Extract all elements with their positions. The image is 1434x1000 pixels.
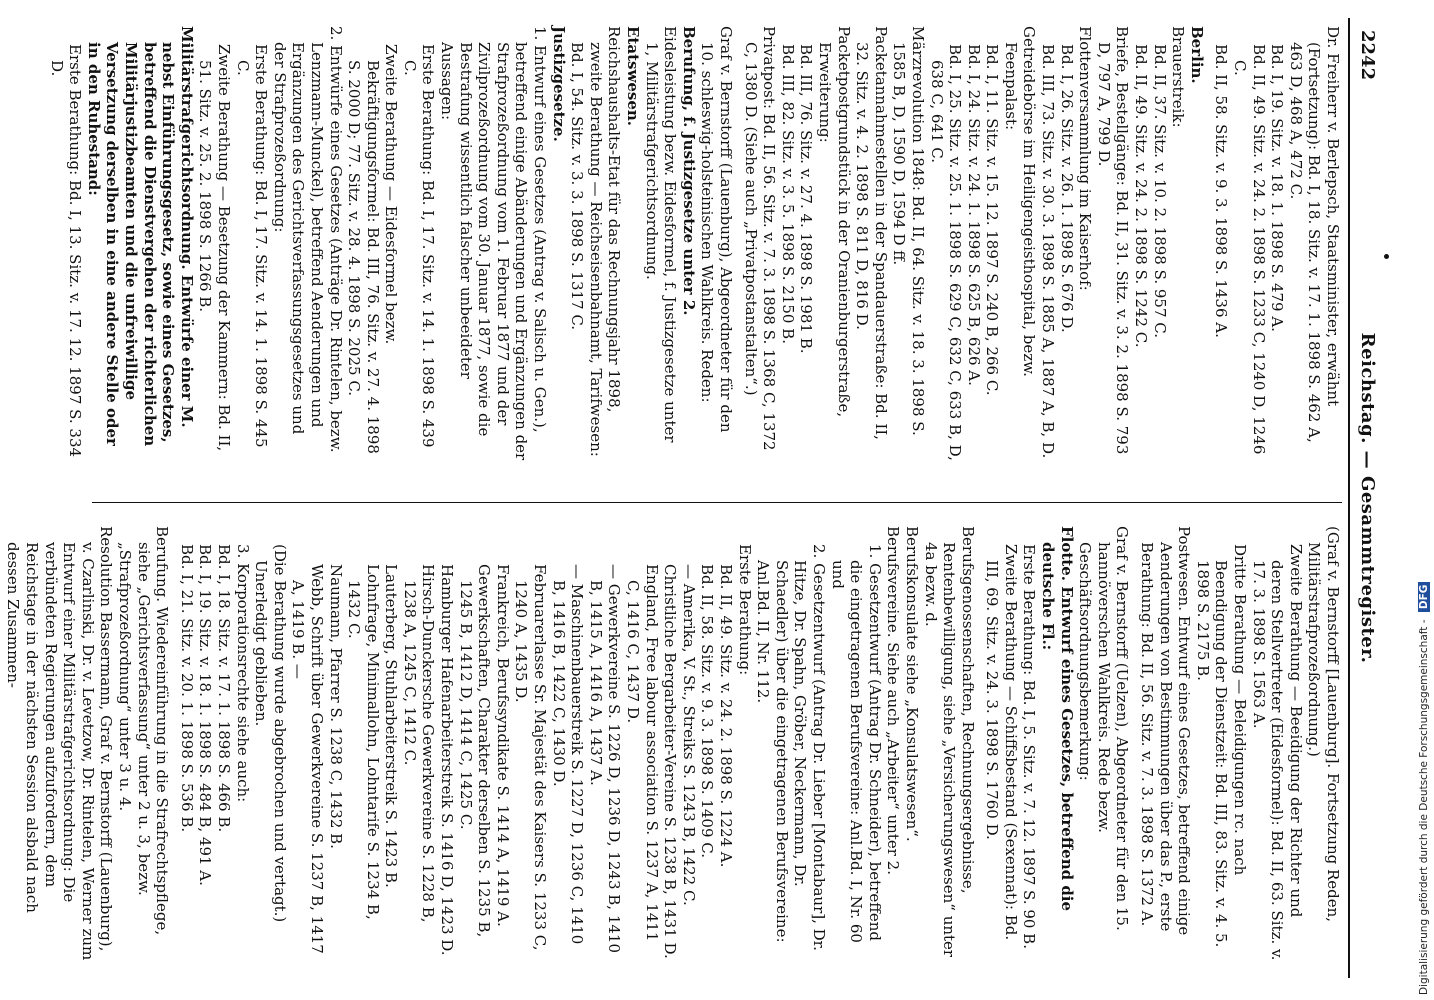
right-column (4, 526, 1342, 961)
index-entry: Reichshaushalts-Etat für das Rechnungsjahr 1898, zweite Berathung — Reichseisenbahnamt, Tarifwesen: Bd. I, 54. Sitz. v. 3. 3. 1898 S. 1317 C. (568, 26, 624, 457)
index-entry: 1. Gesetzentwurf (Antrag Dr. Schneider), betreffend die eingetragenen Berufsvereine: Anl.Bd. I, Nr. 60 und (828, 544, 884, 943)
index-entry: — Gewerkvereine S. 1226 D, 1236 D, 1243 B, 1410 B, 1415 A, 1416 A, 1437 A. (586, 564, 624, 953)
index-entry: Dritte Berathung — Beleidigungen rc. nach Beendigung der Dienstzeit: Bd. III, 83. Sitz. v. 4. 5. 1898 S. 2175 B. (1193, 544, 1250, 948)
index-entry: Bd. I, 26. Sitz. v. 26. 1. 1898 S. 676 D. (1057, 44, 1076, 333)
index-entry: Bd. I, 21. Sitz. v. 20. 1. 1898 S. 536 B. (177, 544, 196, 833)
index-entry: — Maschinenbauerstreik S. 1227 D, 1236 C, 1410 B, 1416 B, 1422 C, 1430 D. (549, 564, 587, 945)
index-entry: (Graf v. Bernstorff [Lauenburg]. Fortsetzung Reden, Militärstrafprozeßordnung.) (1305, 526, 1342, 923)
index-entry: Resolution Bassermann, Graf v. Bernstorff (Lauenburg), v. Czarlinski, Dr. v. Levetzow, Dr. Rintelen, Werner zum Entwurf einer Militärstrafgerichtsordnung: Die verbündeten Regierungen aufzufordern, dem Reichstage in der nächsten Session alsbald nach dessen Zusammen- (4, 526, 116, 961)
index-entry: Berufung. Wiedereinführung in die Strafrechtspflege, siehe „Gerichtsverfassung“ unter 2 u. 3, bezw. „Strafprozeßordnung“ unter 3 u. 4. (116, 526, 172, 936)
index-entry: Bd. III, 73. Sitz. v. 30. 3. 1898 S. 1885 A, 1887 A, B, D. (1039, 44, 1058, 459)
digitization-note (1418, 0, 1430, 995)
index-entry: Märzrevolution 1848: Bd. II, 64. Sitz. v. 18. 3. 1898 S. 1585 B, D, 1590 D, 1594 D ff. (890, 26, 927, 436)
rotated-page (4, 18, 1380, 978)
index-entry: Bd. II, 49. Sitz. v. 24. 2. 1898 S. 1224 A. (717, 564, 735, 868)
page-header (1350, 18, 1380, 978)
index-entry: Webb, Schrift über Gewerkvereine S. 1237 B, 1417 A, 1419 B. — (289, 564, 326, 954)
running-head: Reichstag. — Gesammtregister. (1357, 332, 1378, 664)
index-entry: Bd. II, 49. Sitz. v. 24. 2. 1898 S. 1242 C. (1132, 44, 1151, 348)
index-entry: 2. Gesetzentwurf (Antrag Dr. Lieber [Montabaur], Dr. Hitze, Dr. Spahn, Gröber, Neckermann, Dr. Schaedler) über die eingetragenen Berufsvereine: Anl.Bd. II, Nr. 112. (754, 544, 828, 951)
index-entry: Bd. I, 11. Sitz. v. 15. 12. 1897 S. 240 B, 266 C. (983, 44, 1002, 396)
column-divider (92, 502, 1342, 503)
index-entry: Zweite Berathung — Eidesformel bezw. Bekräftigungsformel: Bd. III, 76. Sitz. v. 27. 4. 1898 S. 2000 D; 77. Sitz. v. 28. 4. 1898 S. 2025 C. (345, 44, 401, 454)
index-entry: Flotte. Entwurf eines Gesetzes, betreffend die deutsche Fl.: (1039, 526, 1076, 912)
header-rule (1348, 18, 1350, 978)
dfg-logo: DFG (1418, 582, 1430, 613)
index-entry: Bd. I, 18. Sitz. v. 17. 1. 1898 S. 466 B. (214, 544, 233, 833)
index-entry: Lohnfrage, Minimallohn, Lohntarife S. 1234 B, 1432 C. (345, 564, 382, 920)
index-entry: Graf v. Bernstorff (Uelzen), Abgeordneter für den 15. hannöverschen Wahlkreis. Rede bezw. Geschäftsordnungsbemerkung: (1076, 526, 1132, 931)
page-number: 2242 (1357, 30, 1378, 81)
index-entry: Bd. I, 19. Sitz. v. 18. 1. 1898 S. 479 A. (1268, 44, 1287, 332)
left-column (47, 26, 1342, 461)
index-entry: Gewerkschaften, Charakter derselben S. 1235 B, 1245 B, 1412 D, 1414 C, 1425 C. (456, 564, 494, 938)
index-entry: Februarerlasse Sr. Majestät des Kaisers S. 1233 C, 1240 A, 1435 D. (512, 564, 550, 951)
index-entry: Hirsch-Dunckersche Gewerkvereine S. 1228 B, 1238 A, 1245 C, 1412 C. (400, 564, 438, 923)
index-entry: 1. Entwurf eines Gesetzes (Antrag v. Salisch u. Gen.), betreffend einige Abänderungen und Ergänzungen der Strafprozeßordnung vom 1. Februar 1877 und der Zivilprozeßordnung vom 30. Januar 1877, sowie die Bestrafung wissentlich falscher unbeeideter Aussagen: (438, 26, 550, 461)
index-entry: Packetpostgrundstück in der Oranienburgerstraße, Erweiterung: (815, 26, 853, 418)
index-heading: Etatswesen. (624, 26, 643, 127)
index-entry: 2. Entwürfe eines Gesetzes (Anträge Dr. Rintelen, bezw. Lenzmann-Munckel), betreffend Aenderungen und Ergänzungen des Gerichtsverfassungsgesetzes und der Strafprozeßordnung: (270, 26, 345, 453)
index-entry: Berufsgenossenschaften, Rechnungsergebnisse, Rentenbewilligung, siehe „Versicherungswesen“ unter 4a bezw. d. (921, 526, 977, 958)
index-entry: Bd. I, 19. Sitz. v. 18. 1. 1898 S. 484 B, 491 A. (196, 544, 215, 886)
index-entry: Berufskonsulate siehe „Konsulatswesen“. (902, 526, 921, 842)
index-heading: Justizgesetze. (549, 26, 568, 142)
index-entry: Frankreich, Berufssyndikate S. 1414 A, 1419 A. (493, 564, 512, 927)
digitization-note-text: Digitalisierung gefördert durch die Deutsche Forschungsgemeinschaft - (1418, 619, 1430, 995)
index-entry: Zweite Berathung — Beeidigung der Richter und deren Stellvertreter (Eidesformel): Bd. II, 63. Sitz. v. 17. 3. 1898 S. 1563 A. (1249, 544, 1305, 961)
index-entry: Hamburger Hafenarbeiterstreik S. 1416 D, 1423 D. (438, 564, 457, 956)
index-entry: — Amerika, V. St., Streiks S. 1243 B, 1422 C. (679, 564, 698, 906)
index-heading: Berlin. (1187, 26, 1206, 84)
index-entry: Christliche Bergarbeiter-Vereine S. 1238 B, 1431 D. (661, 564, 680, 959)
index-entry: Dr. Freiherr v. Berlepsch, Staatsminister, erwähnt (Fortsetzung): Bd. I, 18. Sitz. v. 17. 1. 1898 S. 462 A, 463 D, 468 A, 472 C. (1286, 26, 1342, 443)
index-entry: Bd. III, 82. Sitz. v. 3. 5. 1898 S. 2150 B. (778, 44, 797, 344)
index-entry: Bd. II, 37. Sitz. v. 10. 2. 1898 S. 957 C. (1150, 44, 1169, 338)
index-entry: Erste Berathung: Bd. I, 13. Sitz. v. 17. 12. 1897 S. 334 D. (47, 44, 85, 458)
index-entry: Erste Berathung: Bd. I, 5. Sitz. v. 7. 12. 1897 S. 90 B. (1020, 544, 1039, 949)
index-entry: (Die Berathung wurde abgebrochen und vertagt.) Unerledigt geblieben. (252, 544, 289, 923)
index-entry: Lauterberg, Stuhlarbeiterstreik S. 1423 B. (382, 564, 401, 888)
index-entry: Brauerstreik: (1169, 26, 1188, 128)
index-entry: Getreidebörse im Heiligengeisthospital, bezw. Feenpalast: (1001, 26, 1039, 377)
index-entry: Bd. I, 25. Sitz. v. 25. 1. 1898 S. 629 C, 632 C, 633 B, D, 638 C, 641 C. (927, 44, 965, 461)
index-entry: Erste Berathung: Bd. I, 17. Sitz. v. 14. 1. 1898 S. 445 C. (233, 44, 271, 448)
index-entry: Erste Berathung: Bd. I, 17. Sitz. v. 14. 1. 1898 S. 439 C. (400, 44, 438, 448)
index-entry: Berufsvereine. Siehe auch „Arbeiter“ unter 2. (884, 526, 903, 875)
index-entry: Privatpost: Bd. II, 56. Sitz. v. 7. 3. 1898 S. 1368 C, 1372 C, 1380 D. (Siehe auch „Privatpostanstalten“.) (741, 26, 779, 451)
index-entry: 3. Korporationsrechte siehe auch: (233, 544, 252, 803)
ink-dot (1384, 254, 1389, 259)
index-entry: Briefe, Bestellgänge: Bd. II, 31. Sitz. v. 3. 2. 1898 S. 793 D, 797 A, 799 D. (1094, 26, 1132, 455)
index-entry: Bd. II, 58. Sitz. v. 9. 3. 1898 S. 1436 A. (1212, 44, 1231, 338)
index-entry: Flottenversammlung im Kaiserhof: (1076, 26, 1095, 291)
index-entry: Bd. I, 24. Sitz. v. 24. 1. 1898 S. 625 B, 626 A. (964, 44, 983, 386)
index-entry: Graf v. Bernstorff (Lauenburg), Abgeordneter für den 10. schleswig-holsteinischen Wahlkreis. Reden: (698, 26, 735, 433)
index-entry: Postwesen. Entwurf eines Gesetzes, betreffend einige Aenderungen von Bestimmungen über das P., erste Berathung: Bd. II, 56. Sitz. v. 7. 3. 1898 S. 1372 A. (1138, 526, 1194, 936)
index-entry: Zweite Berathung — Besetzung der Kammern: Bd. II, 51. Sitz. v. 25. 2. 1898 S. 1266 B. (196, 44, 233, 452)
index-entry: Packetannahmestellen in der Spandauerstraße: Bd. II, 32. Sitz. v. 4. 2. 1898 S. 811 D, 816 D. (853, 26, 890, 440)
index-entry: Militärstrafgerichtsordnung. Entwürfe einer M. nebst Einführungsgesetz, sowie eines Gesetzes, betreffend die Dienstvergehen der richterlichen Militärjustizbeamten und die unfreiwillige Versetzung derselben in eine andere Stelle oder in den Ruhestand: (84, 26, 196, 447)
index-entry: Bd. II, 58. Sitz. v. 9. 3. 1898 S. 1409 C. (698, 564, 717, 858)
index-entry: Bd. III, 76. Sitz. v. 27. 4. 1898 S. 1981 B. (797, 44, 816, 354)
index-entry: Eidesleistung bezw. Eidesformel, f. Justizgesetze unter 1, Militärstrafgerichtsordnung. (642, 26, 680, 443)
index-entry: Zweite Berathung — Schiffsbestand (Sexennat): Bd. III, 69. Sitz. v. 24. 3. 1898 S. 1760 D. (983, 544, 1020, 941)
index-heading: Berufung, f. Justizgesetze unter 2. (679, 26, 698, 316)
index-entry: Bd. II, 49. Sitz. v. 24. 2. 1898 S. 1233 C, 1240 D, 1246 C. (1231, 44, 1268, 455)
index-entry: Erste Berathung: (735, 544, 754, 676)
index-entry: England, Free labour association S. 1237 A, 1411 C, 1416 C, 1437 D. (624, 564, 661, 942)
index-entry: Naumann, Pfarrer S. 1238 C, 1432 B. (326, 564, 345, 849)
